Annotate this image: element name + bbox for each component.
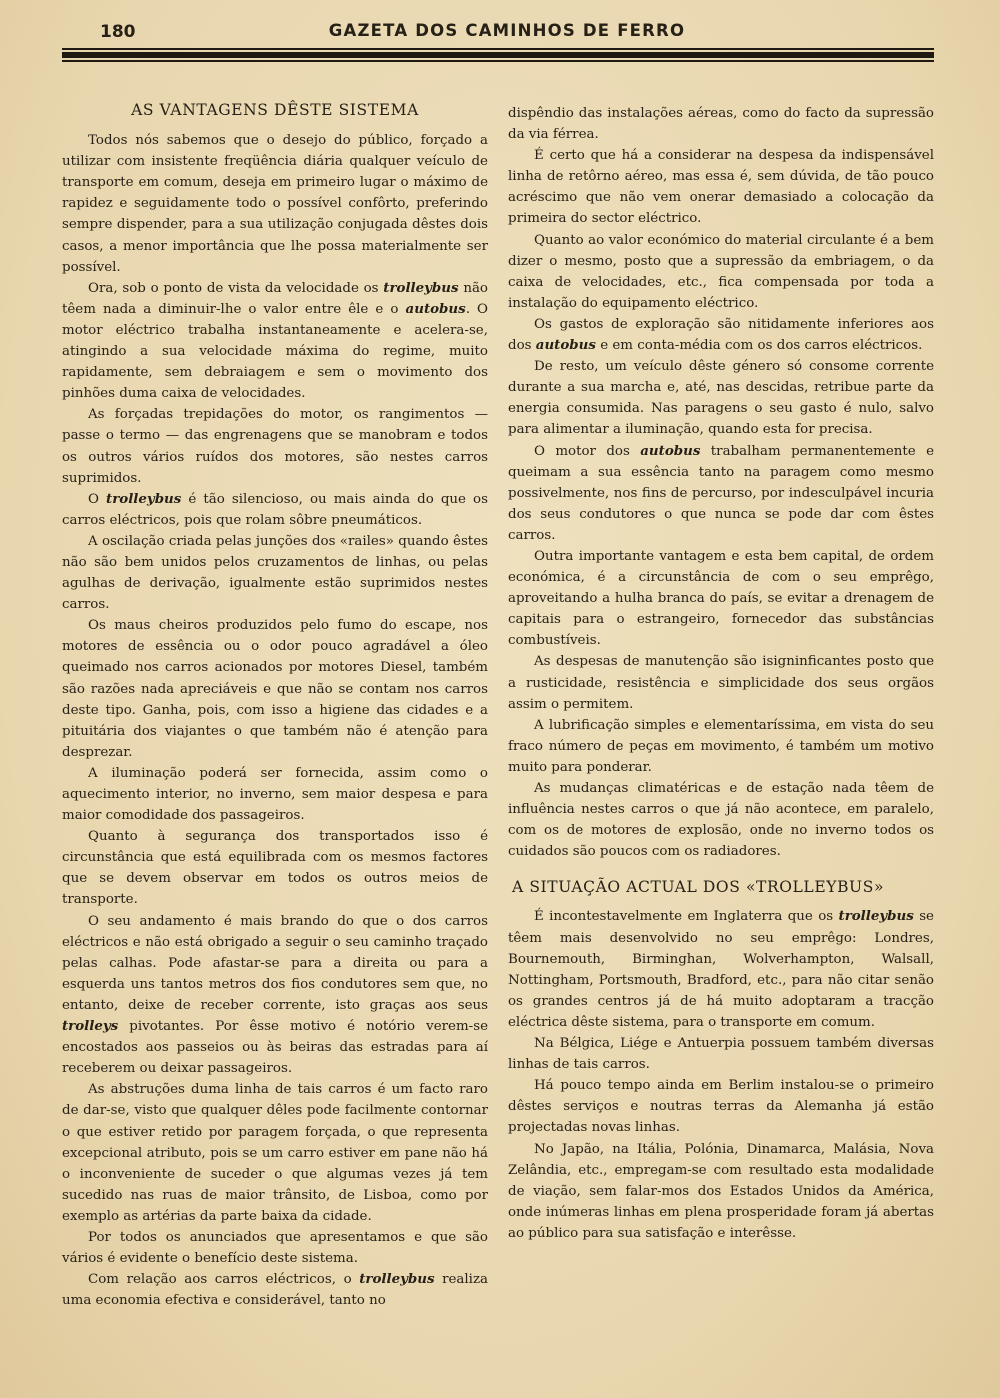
- paragraph: As abstruções duma linha de tais carros é um facto raro de dar-se, visto que qualquer dêles pode facilmente contornar o que estiver retido por paragem forçada, o que representa excepcional atributo, pois se um carro estiver em pane não há o inconveniente de suceder o que algumas vezes já tem sucedido nas ruas de maior trânsito, de Lisboa, como por exemplo as artérias da parte baixa da cidade.: [62, 1082, 488, 1224]
- header-rule-thin-bottom: [62, 60, 934, 62]
- emphasis: trolleybus: [359, 1271, 435, 1288]
- paragraph: O trolleybus é tão silencioso, ou mais ainda do que os carros eléctricos, pois que rolam sôbre pneumáticos.: [62, 490, 488, 528]
- paragraph: Outra importante vantagem e esta bem capital, de ordem económica, é a circunstância de com o seu emprêgo, aproveitando a hulha branca do país, se evitar a drenagem de capitais para o estrangeiro, fornecedor das substâncias combustíveis.: [508, 548, 934, 649]
- header-rule: [62, 48, 934, 62]
- section-heading-advantages: AS VANTAGENS DÊSTE SISTEMA: [131, 101, 419, 119]
- emphasis: autobus: [640, 442, 701, 459]
- paragraph: O seu andamento é mais brando do que o dos carros eléctricos e não está obrigado a seguir o seu caminho traçado pelas calhas. Pode afastar-se para a direita ou para a esquerda uns tantos metros dos fios condutores sem que, no entanto, deixe de receber corrente, isto graças aos seus trolleys pivotantes. Por êsse motivo é notório verem-se encostados aos passeios ou às beiras das estradas para aí receberem ou deixar passageiros.: [62, 913, 488, 1077]
- paragraph: Na Bélgica, Liége e Antuerpia possuem também diversas linhas de tais carros.: [508, 1036, 934, 1073]
- paragraph: Quanto à segurança dos transportados isso é circunstância que está equilibrada com os mesmos factores que se devem observar em todos os outros meios de transporte.: [62, 829, 488, 908]
- emphasis: autobus: [405, 300, 466, 317]
- journal-title: GAZETA DOS CAMINHOS DE FERRO: [328, 21, 686, 40]
- paragraph: Com relação aos carros eléctricos, o trolleybus realiza uma economia efectiva e considerável, tanto no: [62, 1271, 489, 1309]
- paragraph: A lubrificação simples e elementaríssima, em vista do seu fraco número de peças em movimento, é também um motivo muito para ponderar.: [508, 717, 934, 775]
- header-rule-thick: [62, 52, 934, 58]
- paragraph: Todos nós sabemos que o desejo do público, forçado a utilizar com insistente freqüência diária qualquer veículo de transporte em comum, deseja em primeiro lugar o máximo de rapidez e seguidamente todo o possível confôrto, preferindo sempre dispender, para a sua utilização conjugada dêstes dois casos, a menor importância que lhe possa materialmente ser possível.: [62, 133, 488, 275]
- paragraph: No Japão, na Itália, Polónia, Dinamarca, Malásia, Nova Zelândia, etc., empregam-se com resultado esta modalidade de viação, sem falar-mos dos Estados Unidos da América, onde inúmeras linhas em plena prosperidade foram já abertas ao público para sua satisfação e interêsse.: [508, 1141, 934, 1241]
- paragraph: Os gastos de exploração são nitidamente inferiores aos dos autobus e em conta-média com os dos carros eléctricos.: [508, 316, 934, 354]
- paragraph: As forçadas trepidações do motor, os rangimentos — passe o termo — das engrenagens que se manobram e todos os outros vários ruídos dos motores, são nestes carros suprimidos.: [62, 407, 488, 486]
- emphasis: trolleys: [62, 1018, 119, 1035]
- section-heading-current-situation: A SITUAÇÃO ACTUAL DOS «TROLLEYBUS»: [512, 878, 885, 897]
- paragraph: Os maus cheiros produzidos pelo fumo do escape, nos motores de essência ou o odor pouco agradável a óleo queimado nos carros acionados por motores Diesel, também são razões nada apreciáveis e que não se contam nos carros deste tipo. Ganha, pois, com isso a higiene das cidades e a pituitária dos viajantes o que também não é atenção para desprezar.: [62, 618, 488, 760]
- paragraph: É incontestavelmente em Inglaterra que os trolleybus se têem mais desenvolvido no seu emprêgo: Londres, Bournemouth, Birminghan, Wolverhampton, Walsall, Nottingham, Portsmouth, Bradford, etc., para não citar senão os grandes centros já de há muito adoptaram a tracção eléctrica dêste sistema, para o transporte em comum.: [508, 908, 934, 1030]
- emphasis: trolleybus: [838, 908, 914, 925]
- paragraph: As despesas de manutenção são isigninficantes posto que a rusticidade, resistência e simplicidade dos seus orgãos assim o permitem.: [508, 654, 934, 712]
- header-rule-thin-top: [62, 48, 934, 50]
- paragraph: Há pouco tempo ainda em Berlim instalou-se o primeiro dêstes serviços e noutras terras da Alemanha já estão projectadas novas linhas.: [508, 1078, 934, 1136]
- paragraph: Ora, sob o ponto de vista da velocidade os trolleybus não têem nada a diminuir-lhe o valor entre êle e o autobus. O motor eléctrico trabalha instantaneamente e acelera-se, atingindo a sua velocidade máxima do regime, muito rapidamente, sem debraiagem e sem o movimento dos pinhões duma caixa de velocidades.: [62, 279, 488, 402]
- paragraph: É certo que há a considerar na despesa da indispensável linha de retôrno aéreo, mas essa é, sem dúvida, de tão pouco acréscimo que não vem onerar demasiado a colocação da primeira do sector eléctrico.: [508, 148, 934, 227]
- right-column: [508, 103, 934, 1244]
- paragraph: Por todos os anunciados que apresentamos e que são vários é evidente o benefício deste sistema.: [62, 1229, 488, 1267]
- paragraph: A iluminação poderá ser fornecida, assim como o aquecimento interior, no inverno, sem maior despesa e para maior comodidade dos passageiros.: [62, 765, 488, 824]
- paragraph: De resto, um veículo dêste género só consome corrente durante a sua marcha e, até, nas descidas, retribue parte da energia consumida. Nas paragens o seu gasto é nulo, salvo para alimentar a iluminação, quando esta for precisa.: [508, 359, 934, 438]
- page-header: [62, 18, 932, 48]
- paragraph: Quanto ao valor económico do material circulante é a bem dizer o mesmo, posto que a supressão da embriagem, o da caixa de velocidades, etc., fica compensada por toda a instalação do equipamento eléctrico.: [508, 232, 934, 311]
- paragraph: O motor dos autobus trabalham permanentemente e queimam a sua essência tanto na paragem como mesmo possivelmente, nos fins de percurso, por indesculpável incuria dos seus condutores o que nunca se pode dar com êstes carros.: [508, 442, 934, 543]
- paragraph-continued: dispêndio das instalações aéreas, como do facto da supressão da via férrea.: [508, 106, 934, 143]
- paragraph: A oscilação criada pelas junções dos «railes» quando êstes não são bem unidos pelos cruzamentos de linhas, ou pelas agulhas de derivação, igualmente estão suprimidos nestes carros.: [62, 533, 488, 613]
- emphasis: autobus: [535, 337, 596, 354]
- emphasis: trolleybus: [383, 279, 459, 296]
- emphasis: trolleybus: [106, 490, 182, 507]
- page-number: 180: [100, 22, 136, 42]
- left-column: [62, 100, 488, 1311]
- paragraph: As mudanças climatéricas e de estação nada têem de influência nestes carros o que já não acontece, em paralelo, com os de motores de explosão, onde no inverno todos os cuidados são poucos com os radiadores.: [508, 781, 934, 860]
